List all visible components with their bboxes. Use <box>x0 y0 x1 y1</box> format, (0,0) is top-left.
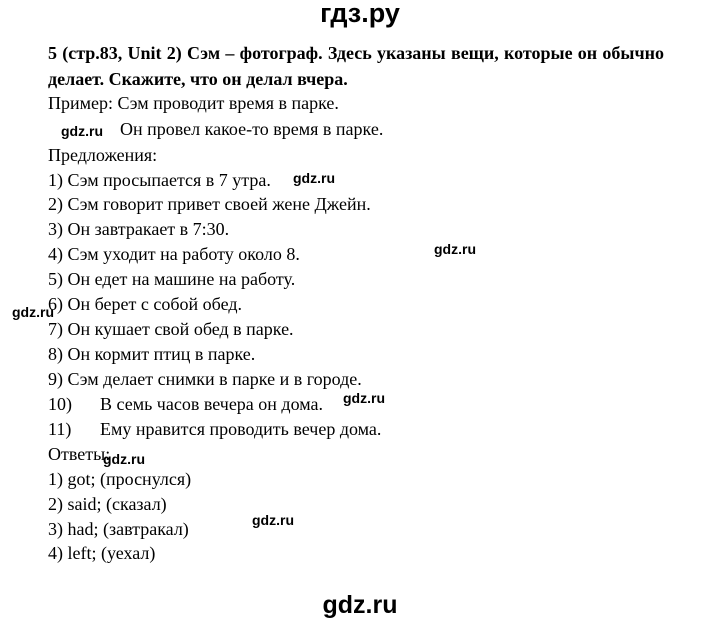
answer-item: 4) left; (уехал) <box>48 543 156 563</box>
site-header: гдз.ру <box>320 0 400 28</box>
sentence-item: 2) Сэм говорит привет своей жене Джейн. <box>48 194 371 214</box>
sentence-number: 10) <box>48 394 72 414</box>
sentence-item: 1) Сэм просыпается в 7 утра. <box>48 170 271 190</box>
answer-item: 1) got; (проснулся) <box>48 469 192 489</box>
watermark: gdz.ru <box>252 512 294 528</box>
answer-item: 2) said; (сказал) <box>48 494 167 514</box>
example-answer: Он провел какое-то время в парке. <box>120 119 384 139</box>
sentence-text: Ему нравится проводить вечер дома. <box>100 419 382 439</box>
sentences-label: Предложения: <box>48 145 158 165</box>
sentence-item: 9) Сэм делает снимки в парке и в городе. <box>48 369 362 389</box>
answer-item: 3) had; (завтракал) <box>48 519 189 539</box>
sentence-item-10 <box>48 392 323 416</box>
site-footer: gdz.ru <box>322 591 398 619</box>
sentence-item: 5) Он едет на машине на работу. <box>48 269 296 289</box>
watermark: gdz.ru <box>12 304 54 320</box>
sentence-item: 7) Он кушает свой обед в парке. <box>48 319 294 339</box>
task-heading: 5 (стр.83, Unit 2) Сэм – фотограф. Здесь указаны вещи, которые он обычно делает. Скажите, что он делал вчера. <box>48 43 664 89</box>
sentence-number: 11) <box>48 419 72 439</box>
sentence-text: В семь часов вечера он дома. <box>100 394 324 414</box>
sentence-item: 4) Сэм уходит на работу около 8. <box>48 244 300 264</box>
sentence-item: 6) Он берет с собой обед. <box>48 294 242 314</box>
sentence-item: 3) Он завтракает в 7:30. <box>48 219 230 239</box>
example-label: Пример: Сэм проводит время в парке. <box>48 93 339 113</box>
watermark: gdz.ru <box>434 241 476 257</box>
watermark: gdz.ru <box>103 451 145 467</box>
watermark: gdz.ru <box>293 170 335 186</box>
watermark: gdz.ru <box>343 390 385 406</box>
sentence-item-11 <box>48 417 381 441</box>
answers-label: Ответы: <box>48 444 111 464</box>
watermark: gdz.ru <box>61 123 103 139</box>
sentence-item: 8) Он кормит птиц в парке. <box>48 344 256 364</box>
